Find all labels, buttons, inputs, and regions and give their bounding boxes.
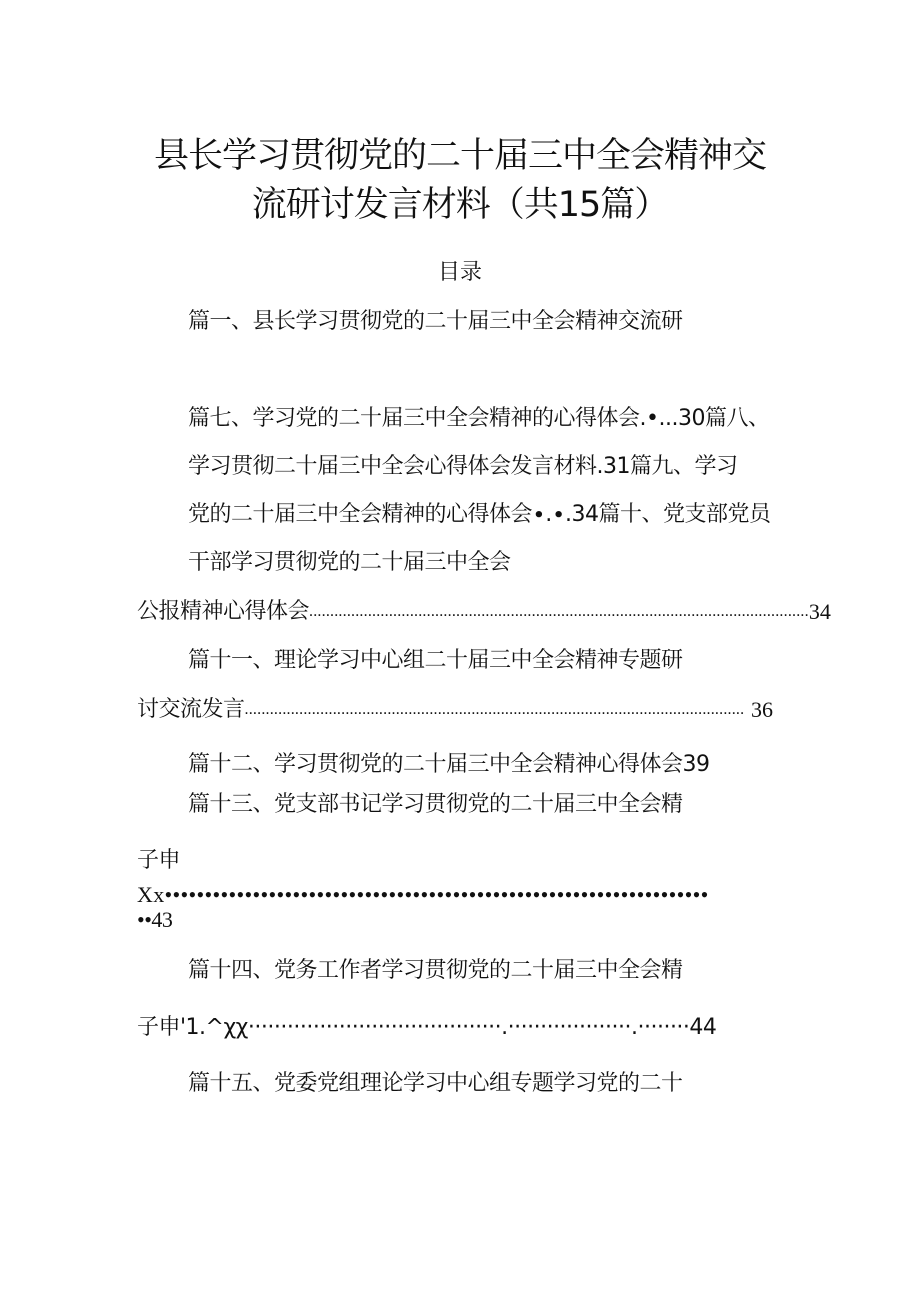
page-number: 36 [751, 697, 773, 722]
dot-leader: ....................................................................................................................... [309, 603, 809, 620]
toc-entry-1: 篇一、县长学习贯彻党的二十届三中全会精神交流研 [188, 309, 683, 334]
document-title-line-2: 流研讨发言材料（共15篇） [251, 185, 669, 225]
toc-entry-13-continuation: 子申 [137, 848, 181, 873]
page-number: 34 [808, 599, 831, 624]
toc-entry-13-page: ••43 [137, 907, 173, 932]
document-title-line-1: 县长学习贯彻党的二十届三中全会精神交 [153, 136, 766, 176]
toc-entry-10-continuation [137, 597, 831, 627]
toc-entry-11-text: 讨交流发言 [137, 697, 245, 722]
dot-leader: ....................................................................................................................... [244, 701, 745, 718]
toc-entry-14-continuation: 子申'1.^χχ·······································.···················.········44 [137, 1015, 717, 1040]
toc-heading: 目录 [437, 260, 482, 285]
toc-paragraph-line-3: 党的二十届三中全会精神的心得体会∙.∙.34篇十、党支部党员 [188, 502, 771, 527]
toc-entry-12: 篇十二、学习贯彻党的二十届三中全会精神心得体会39 [188, 752, 710, 777]
toc-paragraph-line-4: 干部学习贯彻党的二十届三中全会 [188, 550, 511, 575]
toc-entry-14: 篇十四、党务工作者学习贯彻党的二十届三中全会精 [188, 958, 683, 983]
toc-entry-10-text: 公报精神心得体会 [137, 599, 310, 624]
toc-paragraph-line-2: 学习贯彻二十届三中全会心得体会发言材料.31篇九、学习 [188, 454, 738, 479]
toc-entry-11: 篇十一、理论学习中心组二十届三中全会精神专题研 [188, 648, 683, 673]
toc-entry-15: 篇十五、党委党组理论学习中心组专题学习党的二十 [188, 1071, 683, 1096]
toc-entry-13-leader: Xx•••••••••••••••••••••••••••••••••••••••••••••••••••••••••••••••••••• [137, 882, 709, 907]
toc-entry-11-continuation [137, 695, 773, 725]
toc-entry-13: 篇十三、党支部书记学习贯彻党的二十届三中全会精 [188, 792, 683, 817]
toc-paragraph-line-1: 篇七、学习党的二十届三中全会精神的心得体会.•...30篇八、 [188, 406, 770, 431]
